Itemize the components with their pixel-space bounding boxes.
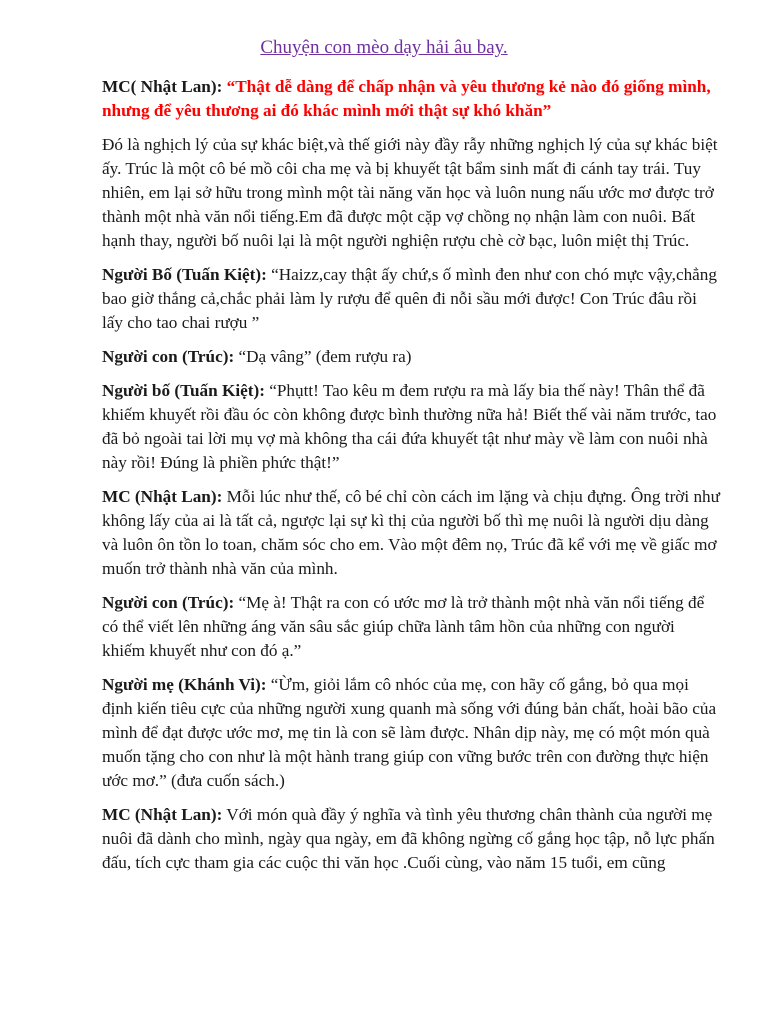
dialogue-paragraph — [102, 263, 720, 335]
dialogue-paragraph — [102, 591, 720, 663]
dialogue-paragraph — [102, 803, 720, 875]
title-suffix: . — [502, 37, 508, 58]
title-text: Chuyện con mèo dạy hải âu bay — [260, 37, 503, 58]
dialogue-speaker: Người mẹ (Khánh Vi): — [102, 675, 267, 694]
dialogue-speaker: MC (Nhật Lan): — [102, 487, 223, 506]
dialogue-paragraph — [102, 673, 720, 793]
dialogue-text: Với món quà đầy ý nghĩa và tình yêu thương chân thành của người mẹ nuôi đã dành cho mình, ngày qua ngày, em đã không ngừng cố gắng học tập, nỗ lực phấn đấu, tích cực tham gia các cuộc thi văn học .Cuối cùng, vào năm 15 tuổi, em cũng — [102, 805, 715, 872]
dialogue-text: “Phụtt! Tao kêu m đem rượu ra mà lấy bia thế này! Thân thể đã khiếm khuyết rồi đầu óc còn không được bình thường nữa hả! Biết thế vài năm trước, tao đã bỏ ngoài tai lời mụ vợ mà không tha cái đứa khuyết tật như mày về làm con nuôi nhà này rồi! Đúng là phiền phức thật!” — [102, 381, 717, 472]
dialogue-text: “Dạ vâng” (đem rượu ra) — [234, 347, 412, 366]
dialogue-text: Mỗi lúc như thế, cô bé chỉ còn cách im lặng và chịu đựng. Ông trời như không lấy của ai là tất cả, ngược lại sự kì thị của người bố thì mẹ nuôi là người dịu dàng và luôn ôn tồn lo toan, chăm sóc cho em. Vào một đêm nọ, Trúc đã kể với mẹ về giấc mơ muốn trở thành nhà văn của mình. — [102, 487, 720, 578]
dialogue-paragraph — [102, 485, 720, 581]
dialogue-speaker: Người Bố (Tuấn Kiệt): — [102, 265, 267, 284]
dialogue-text: “Mẹ à! Thật ra con có ước mơ là trở thành một nhà văn nổi tiếng để có thể viết lên những áng văn sâu sắc giúp chữa lành tâm hồn của những con người khiếm khuyết như con đó ạ.” — [102, 593, 705, 660]
dialogue-speaker: Người bố (Tuấn Kiệt): — [102, 381, 265, 400]
dialogue-paragraph — [102, 345, 720, 369]
intro-paragraph — [102, 75, 720, 123]
dialogue-text: “Haizz,cay thật ấy chứ,s ố mình đen như con chó mực vậy,chẳng bao giờ thắng cả,chắc phải làm ly rượu để quên đi nỗi sầu mới được! Con Trúc đâu rồi lấy cho tao chai rượu ” — [102, 265, 717, 332]
intro-speaker: MC( Nhật Lan): — [102, 77, 223, 96]
dialogue-speaker: Người con (Trúc): — [102, 593, 235, 612]
dialogue-speaker: MC (Nhật Lan): — [102, 805, 223, 824]
dialogue-speaker: Người con (Trúc): — [102, 347, 235, 366]
dialogue-text: “Ừm, giỏi lắm cô nhóc của mẹ, con hãy cố gắng, bỏ qua mọi định kiến tiêu cực của những người xung quanh mà sống với đúng bản chất, hoài bão của mình để đạt được ước mơ, mẹ tin là con sẽ làm được. Nhân dịp này, mẹ có một món quà muốn tặng cho con như là một hành trang giúp con vững bước trên con đường thực hiện ước mơ.” (đưa cuốn sách.) — [102, 675, 717, 790]
document-title — [75, 35, 693, 61]
intro-quote: “Thật dễ dàng để chấp nhận và yêu thương kẻ nào đó giống mình, nhưng để yêu thương ai đó khác mình mới thật sự khó khăn” — [102, 77, 711, 120]
narration-paragraph: Đó là nghịch lý của sự khác biệt,và thế giới này đầy rẫy những nghịch lý của sự khác biệt ấy. Trúc là một cô bé mồ côi cha mẹ và bị khuyết tật bẩm sinh mất đi cánh tay trái. Tuy nhiên, em lại sở hữu trong mình một tài năng văn học và luôn nung nấu ước mơ được trở thành một nhà văn nổi tiếng.Em đã được một cặp vợ chồng nọ nhận làm con nuôi. Bất hạnh thay, người bố nuôi lại là một người nghiện rượu chè cờ bạc, luôn miệt thị Trúc. — [102, 135, 718, 250]
dialogue-paragraph — [102, 379, 720, 475]
